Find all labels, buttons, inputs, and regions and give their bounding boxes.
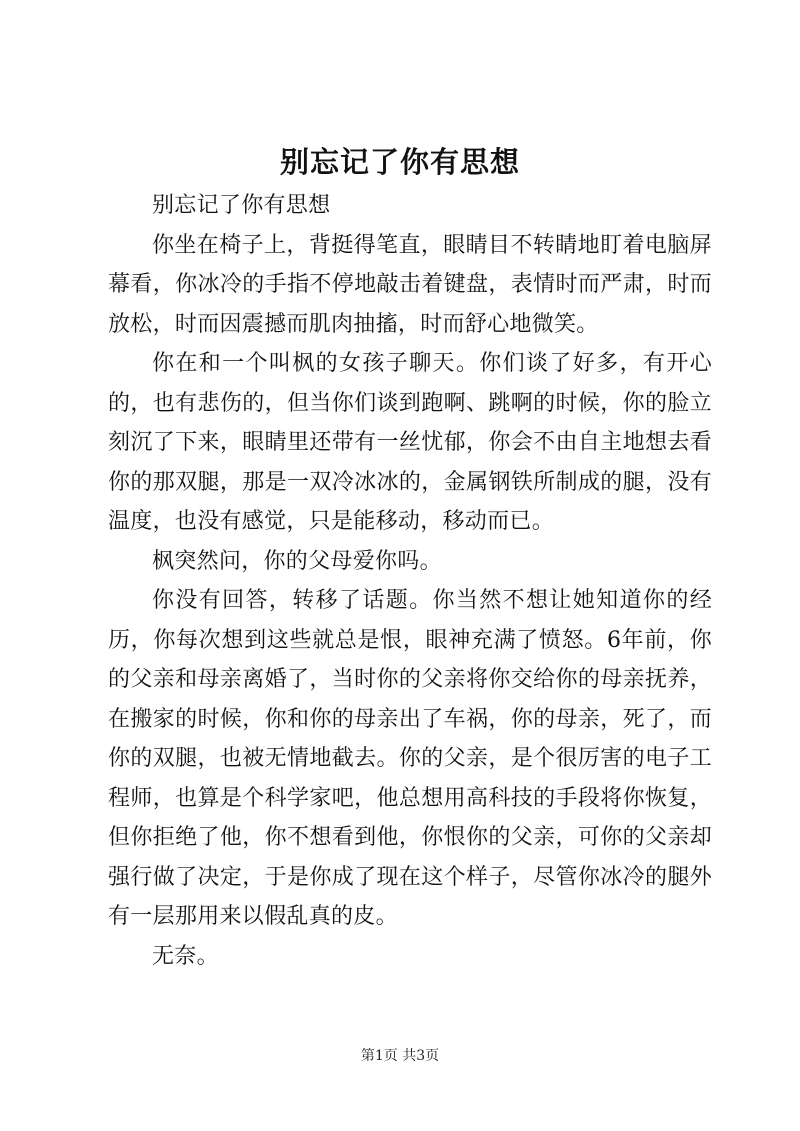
paragraph: 你在和一个叫枫的女孩子聊天。你们谈了好多，有开心的，也有悲伤的，但当你们谈到跑啊、跳啊的时候，你的脸立刻沉了下来，眼睛里还带有一丝忧郁，你会不由自主地想去看你的那双腿，那是一双冷冰冰的，金属钢铁所制成的腿，没有温度，也没有感觉，只是能移动，移动而已。 [108,351,712,534]
paragraph: 你坐在椅子上，背挺得笔直，眼睛目不转睛地盯着电脑屏幕看，你冰冷的手指不停地敲击着键盘，表情时而严肃，时而放松，时而因震撼而肌肉抽搐，时而舒心地微笑。 [108,232,712,337]
page-footer: 第1页 共3页 [360,1048,440,1064]
paragraph: 无奈。 [152,943,219,969]
document-body [108,186,712,976]
paragraph: 别忘记了你有思想 [152,193,331,218]
paragraph: 你没有回答，转移了话题。你当然不想让她知道你的经历，你每次想到这些就总是恨，眼神充满了愤怒。6年前，你的父亲和母亲离婚了，当时你的父亲将你交给你的母亲抚养，在搬家的时候，你和你的母亲出了车祸，你的母亲，死了，而你的双腿，也被无情地截去。你的父亲，是个很厉害的电子工程师，也算是个科学家吧，他总想用高科技的手段将你恢复，但你拒绝了他，你不想看到他，你恨你的父亲，可你的父亲却强行做了决定，于是你成了现在这个样子，尽管你冰冷的腿外有一层那用来以假乱真的皮。 [108,588,712,929]
document-title: 别忘记了你有思想 [279,145,520,179]
paragraph: 枫突然问，你的父母爱你吗。 [152,548,442,574]
